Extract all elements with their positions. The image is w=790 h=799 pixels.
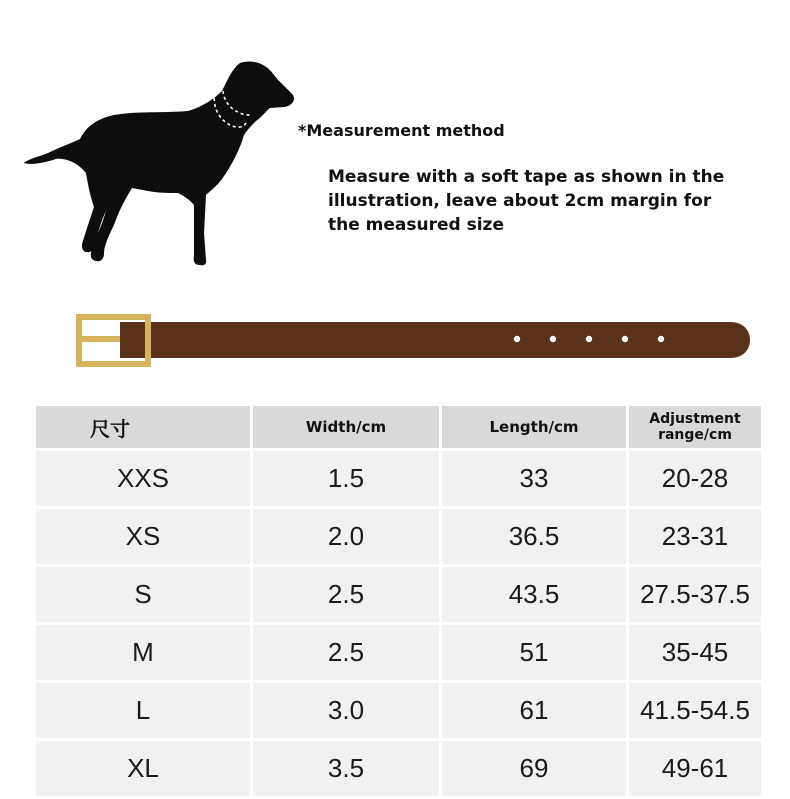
cell-adjustment: 27.5-37.5 [629,567,761,622]
cell-adjustment: 35-45 [629,625,761,680]
dog-illustration [18,55,308,270]
cell-adjustment: 41.5-54.5 [629,683,761,738]
table-row [36,683,761,738]
cell-width: 3.5 [253,741,439,796]
cell-width: 2.5 [253,625,439,680]
cell-size: S [36,567,250,622]
cell-width: 1.5 [253,451,439,506]
cell-size: L [36,683,250,738]
cell-size: XS [36,509,250,564]
table-row [36,567,761,622]
table-row [36,741,761,796]
cell-length: 33 [442,451,626,506]
cell-length: 36.5 [442,509,626,564]
measurement-method-text: Measure with a soft tape as shown in the illustration, leave about 2cm margin for the measured size [328,167,725,235]
header-length: Length/cm [442,406,626,448]
collar-strap [120,322,750,358]
cell-size: XXS [36,451,250,506]
table-row [36,451,761,506]
cell-width: 3.0 [253,683,439,738]
cell-adjustment: 23-31 [629,509,761,564]
cell-length: 43.5 [442,567,626,622]
table-row [36,625,761,680]
size-table [33,403,764,799]
table-header-row [36,406,761,448]
cell-length: 69 [442,741,626,796]
buckle-prong [78,336,120,342]
cell-size: XL [36,741,250,796]
measurement-method-title: *Measurement method [298,121,505,140]
table-row [36,509,761,564]
cell-adjustment: 20-28 [629,451,761,506]
cell-size: M [36,625,250,680]
cell-width: 2.5 [253,567,439,622]
header-width: Width/cm [253,406,439,448]
header-size: 尺寸 [36,406,250,448]
cell-length: 51 [442,625,626,680]
header-adjustment-range: Adjustment range/cm [629,406,761,448]
cell-length: 61 [442,683,626,738]
dog-silhouette [24,62,294,266]
cell-width: 2.0 [253,509,439,564]
cell-adjustment: 49-61 [629,741,761,796]
collar-illustration [70,306,760,376]
